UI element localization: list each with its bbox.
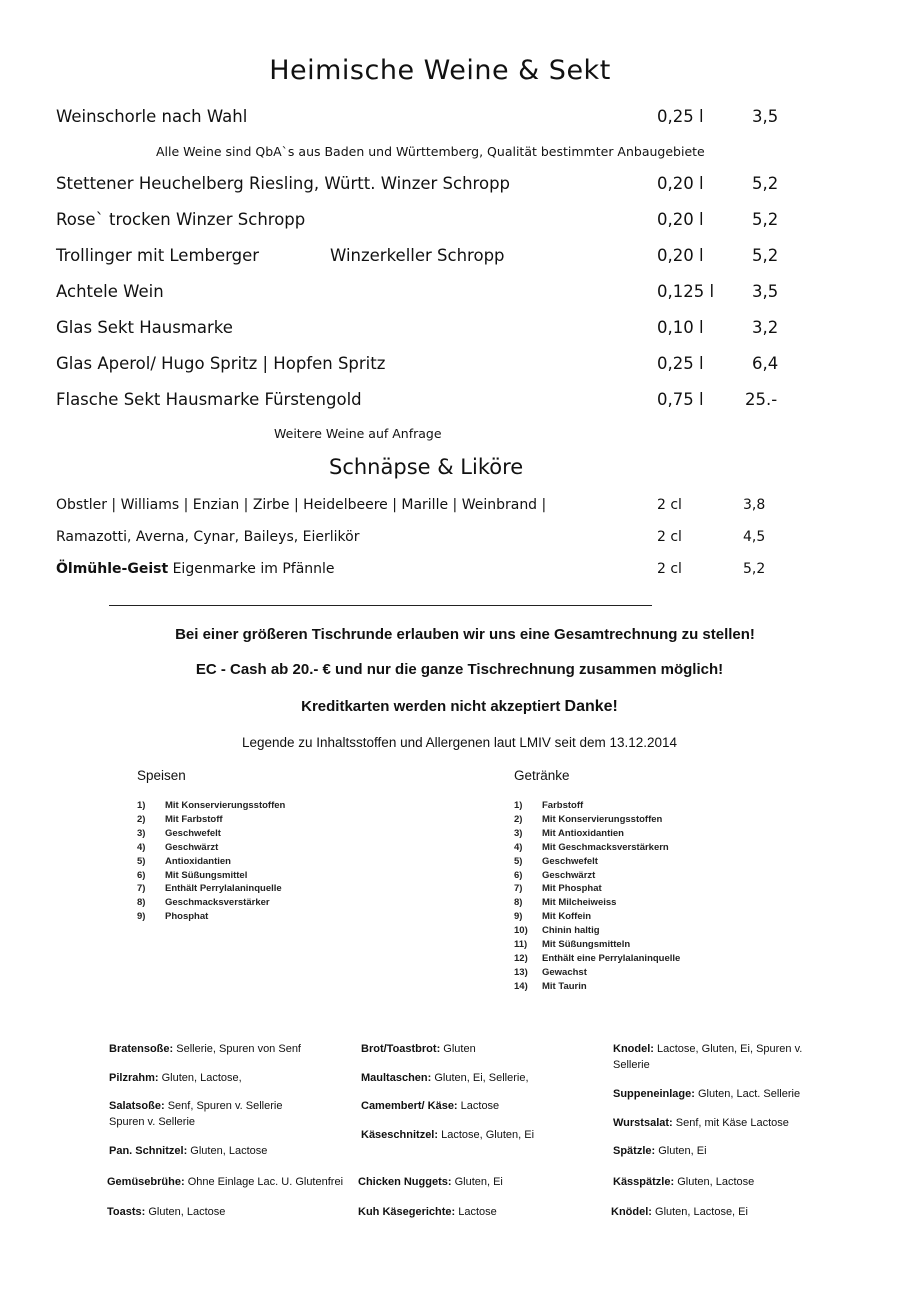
- schnaps-name: [56, 561, 335, 577]
- list-item: 7) Enthält Perrylalaninquelle: [137, 883, 282, 895]
- list-item: 3) Geschwefelt: [137, 827, 221, 839]
- schnaps-price: 5,2: [743, 561, 766, 577]
- allergen-entry: Pan. Schnitzel: Gluten, Lactose: [109, 1145, 268, 1157]
- schnaps-price: 4,5: [743, 529, 766, 545]
- notice-kreditkarten-text: Kreditkarten werden nicht akzeptiert: [301, 698, 565, 715]
- allergen-entry: Camembert/ Käse: Lactose: [361, 1100, 500, 1112]
- list-item: 10) Chinin haltig: [514, 925, 600, 937]
- allergen-entry: Gemüsebrühe: Ohne Einlage Lac. U. Glutenfrei: [107, 1176, 344, 1188]
- allergen-entry: Suppeneinlage: Gluten, Lact. Sellerie: [613, 1088, 801, 1100]
- legend-getraenke-title: Getränke: [514, 768, 570, 783]
- allergen-entry: Kässpätzle: Gluten, Lactose: [613, 1176, 755, 1188]
- schnaps-desc: Eigenmarke im Pfännle: [168, 561, 335, 577]
- wine-name: Glas Sekt Hausmarke: [56, 318, 233, 337]
- schnaps-size: 2 cl: [657, 561, 682, 577]
- legend-title: Legende zu Inhaltsstoffen und Allergenen laut LMIV seit dem 13.12.2014: [241, 735, 678, 750]
- allergen-entry: Käseschnitzel: Lactose, Gluten, Ei: [361, 1129, 535, 1141]
- legend-getraenke-list: [514, 799, 680, 994]
- wine-size: 0,20 l: [657, 174, 704, 193]
- list-item: 13) Gewachst: [514, 966, 587, 978]
- legend-speisen-list: [137, 799, 285, 924]
- wine-size: 0,20 l: [657, 246, 704, 265]
- wine-price: 5,2: [752, 210, 779, 229]
- list-item: 9) Phosphat: [137, 911, 209, 923]
- schnaps-price: 3,8: [743, 497, 766, 513]
- wine-name: Glas Aperol/ Hugo Spritz | Hopfen Spritz: [56, 354, 386, 373]
- wine-name: Achtele Wein: [56, 282, 164, 301]
- wine-name: Trollinger mit Lemberger: [56, 246, 260, 265]
- allergen-entry: Kuh Käsegerichte: Lactose: [358, 1206, 497, 1218]
- list-item: 4) Mit Geschmacksverstärkern: [514, 841, 669, 853]
- schnaps-name: Ramazotti, Averna, Cynar, Baileys, Eierlikör: [56, 529, 360, 545]
- allergen-entry: Brot/Toastbrot: Gluten: [361, 1043, 476, 1055]
- list-item: 1) Mit Konservierungsstoffen: [137, 800, 286, 811]
- schnaps-brand: Ölmühle-Geist: [56, 561, 169, 577]
- allergen-entry: Spätzle: Gluten, Ei: [613, 1145, 707, 1157]
- wine-price: 3,5: [752, 107, 779, 126]
- list-item: 7) Mit Phosphat: [514, 883, 602, 895]
- wine-price: 6,4: [752, 354, 779, 373]
- wine-price: 5,2: [752, 174, 779, 193]
- list-item: 5) Geschwefelt: [514, 855, 598, 867]
- wine-name: Rose` trocken Winzer Schropp: [56, 210, 306, 229]
- list-item: 2) Mit Farbstoff: [137, 813, 223, 825]
- list-item: 14) Mit Taurin: [514, 980, 587, 992]
- wine-size: 0,75 l: [657, 390, 704, 409]
- wine-size: 0,125 l: [657, 282, 715, 301]
- allergen-entry: Knödel: Gluten, Lactose, Ei: [611, 1206, 748, 1218]
- page-title: Heimische Weine & Sekt: [269, 55, 611, 86]
- notice-kreditkarten: [0, 698, 919, 716]
- wine-producer: Winzerkeller Schropp: [330, 246, 505, 265]
- divider-line: [109, 605, 652, 606]
- list-item: 5) Antioxidantien: [137, 855, 231, 867]
- wine-size: 0,20 l: [657, 210, 704, 229]
- notice-danke: Danke!: [564, 698, 618, 715]
- wine-size: 0,10 l: [657, 318, 704, 337]
- list-item: 6) Mit Süßungsmittel: [137, 869, 248, 881]
- list-item: 6) Geschwärzt: [514, 869, 596, 881]
- allergen-entry: Maultaschen: Gluten, Ei, Sellerie,: [361, 1072, 529, 1084]
- wine-name: Weinschorle nach Wahl: [56, 107, 248, 126]
- allergen-entry: Wurstsalat: Senf, mit Käse Lactose: [613, 1117, 789, 1129]
- allergen-entry: Bratensoße: Sellerie, Spuren von Senf: [109, 1043, 301, 1055]
- list-item: 2) Mit Konservierungsstoffen: [514, 813, 663, 825]
- schnaps-name: Obstler | Williams | Enzian | Zirbe | Heidelbeere | Marille | Weinbrand |: [56, 497, 547, 513]
- schnaps-size: 2 cl: [657, 529, 682, 545]
- notice-gesamtrechnung: Bei einer größeren Tischrunde erlauben wir uns eine Gesamtrechnung zu stellen!: [175, 626, 755, 643]
- list-item: 4) Geschwärzt: [137, 841, 219, 853]
- list-item: 12) Enthält eine Perrylalaninquelle: [514, 952, 681, 964]
- allergen-entry: Salatsoße: Senf, Spuren v. Sellerie Spuren v. Sellerie: [109, 1100, 283, 1128]
- allergen-entry: Pilzrahm: Gluten, Lactose,: [109, 1072, 242, 1084]
- list-item: 8) Mit Milcheiweiss: [514, 897, 617, 909]
- list-item: 8) Geschmacksverstärker: [137, 897, 270, 909]
- wine-size: 0,25 l: [657, 354, 704, 373]
- wine-price: 3,2: [752, 318, 779, 337]
- legend-speisen-title: Speisen: [137, 768, 186, 783]
- note-more-wines: Weitere Weine auf Anfrage: [274, 426, 442, 441]
- wine-price: 25.-: [745, 390, 778, 409]
- note-qba: Alle Weine sind QbA`s aus Baden und Württemberg, Qualität bestimmter Anbaugebiete: [156, 144, 705, 159]
- schnaps-size: 2 cl: [657, 497, 682, 513]
- notice-ec-cash: EC - Cash ab 20.- € und nur die ganze Tischrechnung zusammen möglich!: [195, 661, 724, 678]
- wine-price: 5,2: [752, 246, 779, 265]
- wine-size: 0,25 l: [657, 107, 704, 126]
- list-item: 3) Mit Antioxidantien: [514, 827, 624, 839]
- list-item: 9) Mit Koffein: [514, 911, 592, 923]
- allergen-entry: Knodel: Lactose, Gluten, Ei, Spuren v. Sellerie: [613, 1043, 803, 1071]
- allergen-entry: Toasts: Gluten, Lactose: [107, 1206, 226, 1218]
- wine-name: Stettener Heuchelberg Riesling, Württ. Winzer Schropp: [56, 174, 511, 193]
- wine-name: Flasche Sekt Hausmarke Fürstengold: [56, 390, 362, 409]
- wine-price: 3,5: [752, 282, 779, 301]
- list-item: 1) Farbstoff: [514, 800, 584, 811]
- section-title-schnaps: Schnäpse & Liköre: [329, 455, 524, 479]
- list-item: 11) Mit Süßungsmitteln: [514, 939, 631, 951]
- allergen-entry: Chicken Nuggets: Gluten, Ei: [358, 1176, 503, 1188]
